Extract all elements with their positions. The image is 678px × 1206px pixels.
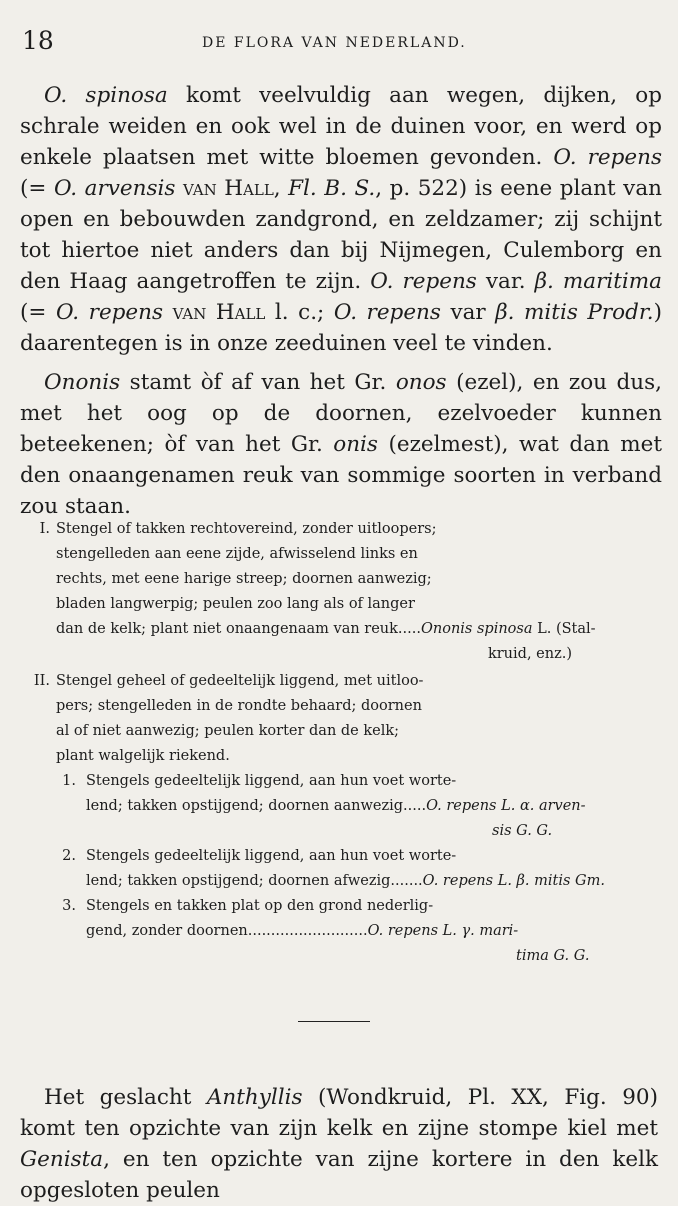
author-name: van Hall [163, 300, 266, 325]
key-line: al of niet aanwezig; peulen korter dan de kelk; [56, 723, 400, 739]
key-result-author: L. (Stal- [532, 621, 596, 637]
genus-name: Anthyllis [206, 1085, 303, 1110]
running-title: DE FLORA VAN NEDERLAND. [202, 35, 467, 51]
paragraph-etymology [20, 367, 662, 522]
taxon-name: O. repens [370, 269, 477, 294]
key-line: Stengels gedeeltelijk liggend, aan hun voet worte- [86, 773, 457, 789]
key-number: II. [33, 673, 50, 689]
text-run: stamt òf af van het Gr. [120, 370, 396, 395]
key-line: dan de kelk; plant niet onaangenaam van reuk..... [56, 621, 421, 637]
text-run: (= [20, 300, 56, 325]
text-run: , p. 522) is eene plant van open en bebouwden zandgrond, en zeldzamer; zij schijnt tot hiertoe niet anders dan bij Nijmegen, Culemborg en den Haag aangetroffen te zijn. [20, 176, 662, 294]
taxon-name: O. arvensis [53, 176, 176, 201]
text-run: Het geslacht [44, 1085, 207, 1110]
key-result-tail: tima G. G. [516, 948, 590, 964]
key-line: Stengel geheel of gedeeltelijk liggend, met uitloo- [56, 673, 424, 689]
key-subentry-1 [20, 769, 670, 844]
taxon-name: O. spinosa [44, 83, 168, 108]
work-title: Fl. B. S. [288, 176, 376, 201]
taxon-name: O. repens [333, 300, 441, 325]
key-entry-1 [20, 517, 670, 667]
identification-key [20, 517, 670, 969]
key-number: 2. [62, 848, 76, 864]
greek-word: onis [333, 432, 378, 457]
key-line: Stengels gedeeltelijk liggend, aan hun voet worte- [86, 848, 457, 864]
genus-name: Ononis [44, 370, 121, 395]
text-run: , en ten opzichte van zijne kortere in den kelk opgesloten peulen [20, 1147, 658, 1203]
key-number: 3. [62, 898, 76, 914]
text-run: (Wondkruid, Pl. XX, Fig. 90) komt ten opzichte van zijn kelk en zijne stompe kiel met [20, 1085, 658, 1141]
section-divider [298, 1021, 370, 1022]
text-run: ) daarentegen is in onze zeeduinen veel te vinden. [20, 300, 662, 356]
genus-name: Genista [20, 1147, 104, 1172]
page-header [22, 26, 662, 56]
text-run: l. c.; [265, 300, 334, 325]
paragraph-anthyllis [20, 1082, 658, 1206]
key-subentry-2 [20, 844, 670, 894]
text-run: var [440, 300, 496, 325]
key-line: rechts, met eene harige streep; doornen aanwezig; [56, 571, 432, 587]
key-number: 1. [62, 773, 76, 789]
author-name: van Hall, [175, 176, 289, 201]
taxon-name: O. repens [553, 145, 663, 170]
page-number: 18 [22, 26, 54, 55]
key-line: stengelleden aan eene zijde, afwisselend links en [56, 546, 418, 562]
key-line: lend; takken opstijgend; doornen afwezig....... [86, 873, 423, 889]
key-result: O. repens L. α. arven- [426, 798, 586, 814]
key-result-tail: sis G. G. [492, 823, 553, 839]
key-number: I. [39, 521, 50, 537]
text-run: komt veelvuldig aan wegen, dijken, op schrale weiden en ook wel in de duinen voor, en werd op enkele plaatsen met witte bloemen gevonden. [20, 83, 662, 170]
key-line: bladen langwerpig; peulen zoo lang als of langer [56, 596, 415, 612]
key-result-tail: kruid, enz.) [487, 646, 572, 662]
text-run: (ezelmest), wat dan met den onaangenamen reuk van sommige soorten in verband zou staan. [20, 432, 662, 519]
key-line: Stengel of takken rechtovereind, zonder uitloopers; [56, 521, 437, 537]
key-line: pers; stengelleden in de rondte behaard; doornen [56, 698, 422, 714]
key-entry-2 [20, 669, 670, 769]
taxon-name: β. maritima [534, 269, 662, 294]
key-line: plant walgelijk riekend. [56, 748, 230, 764]
text-run: var. [476, 269, 535, 294]
taxon-name: β. mitis Prodr. [495, 300, 654, 325]
key-result: O. repens L. γ. mari- [367, 923, 519, 939]
key-result-name: Ononis spinosa [420, 621, 533, 637]
text-run: (ezel), en zou dus, met het oog op de doornen, ezelvoeder kunnen beteekenen; òf van het Gr. [20, 370, 663, 457]
key-line: lend; takken opstijgend; doornen aanwezig..... [86, 798, 427, 814]
key-subentry-3 [20, 894, 670, 969]
key-line: gend, zonder doornen.......................... [86, 923, 368, 939]
paragraph-ononis-species [20, 80, 662, 359]
text-run: (= [20, 176, 54, 201]
greek-word: onos [395, 370, 447, 395]
key-result: O. repens L. β. mitis Gm. [422, 873, 605, 889]
key-line: Stengels en takken plat op den grond nederlig- [86, 898, 434, 914]
taxon-name: O. repens [55, 300, 164, 325]
